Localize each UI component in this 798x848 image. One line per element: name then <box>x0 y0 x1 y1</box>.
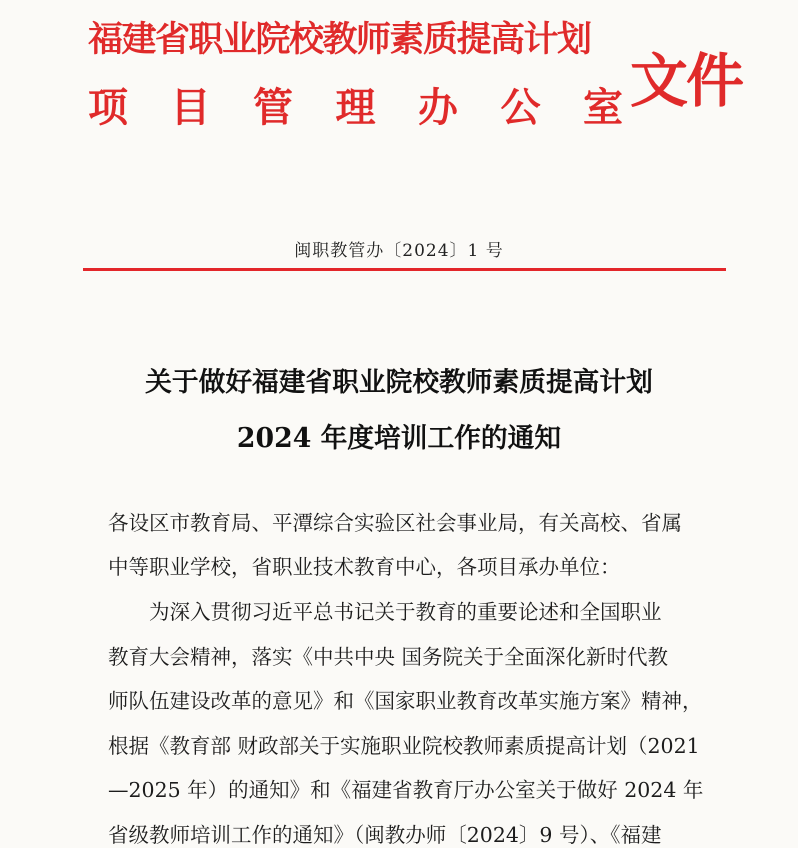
org-line2-char: 办 <box>418 85 458 131</box>
org-line2-char: 理 <box>335 85 376 131</box>
body-paragraph-line: 师队伍建设改革的意见》和《国家职业教育改革实施方案》精神， <box>108 689 703 713</box>
body-paragraph-line: 为深入贯彻习近平总书记关于教育的重要论述和全国职业 <box>149 600 662 624</box>
document-number: 闽职教管办〔2024〕1 号 <box>294 241 504 261</box>
org-line2-char: 公 <box>500 85 541 131</box>
body-paragraph-line: 根据《教育部 财政部关于实施职业院校教师素质提高计划（2021 <box>108 734 700 758</box>
document-title-line1: 关于做好福建省职业院校教师素质提高计划 <box>145 367 653 398</box>
body-paragraph-line: 教育大会精神，落实《中共中央 国务院关于全面深化新时代教 <box>108 645 669 669</box>
org-line2-char: 项 <box>88 85 128 131</box>
org-line2-char: 管 <box>253 85 293 131</box>
document-type-label: 文件 <box>630 47 743 115</box>
org-line2-char: 室 <box>583 85 623 131</box>
red-header-rule <box>83 268 726 271</box>
addressee-line2: 中等职业学校，省职业技术教育中心，各项目承办单位： <box>108 555 621 579</box>
org-line2-char: 目 <box>170 85 211 131</box>
body-paragraph-line: —2025 年）的通知》和《福建省教育厅办公室关于做好 2024 年 <box>108 778 704 802</box>
body-paragraph-line: 省级教师培训工作的通知》（闽教办师〔2024〕9 号）、《福建 <box>108 823 662 847</box>
document-title-line2: 2024 年度培训工作的通知 <box>236 423 562 454</box>
issuing-org-line1: 福建省职业院校教师素质提高计划 <box>88 20 591 60</box>
issuing-org-line2 <box>88 76 623 133</box>
addressee-line1: 各设区市教育局、平潭综合实验区社会事业局，有关高校、省属 <box>108 511 682 535</box>
